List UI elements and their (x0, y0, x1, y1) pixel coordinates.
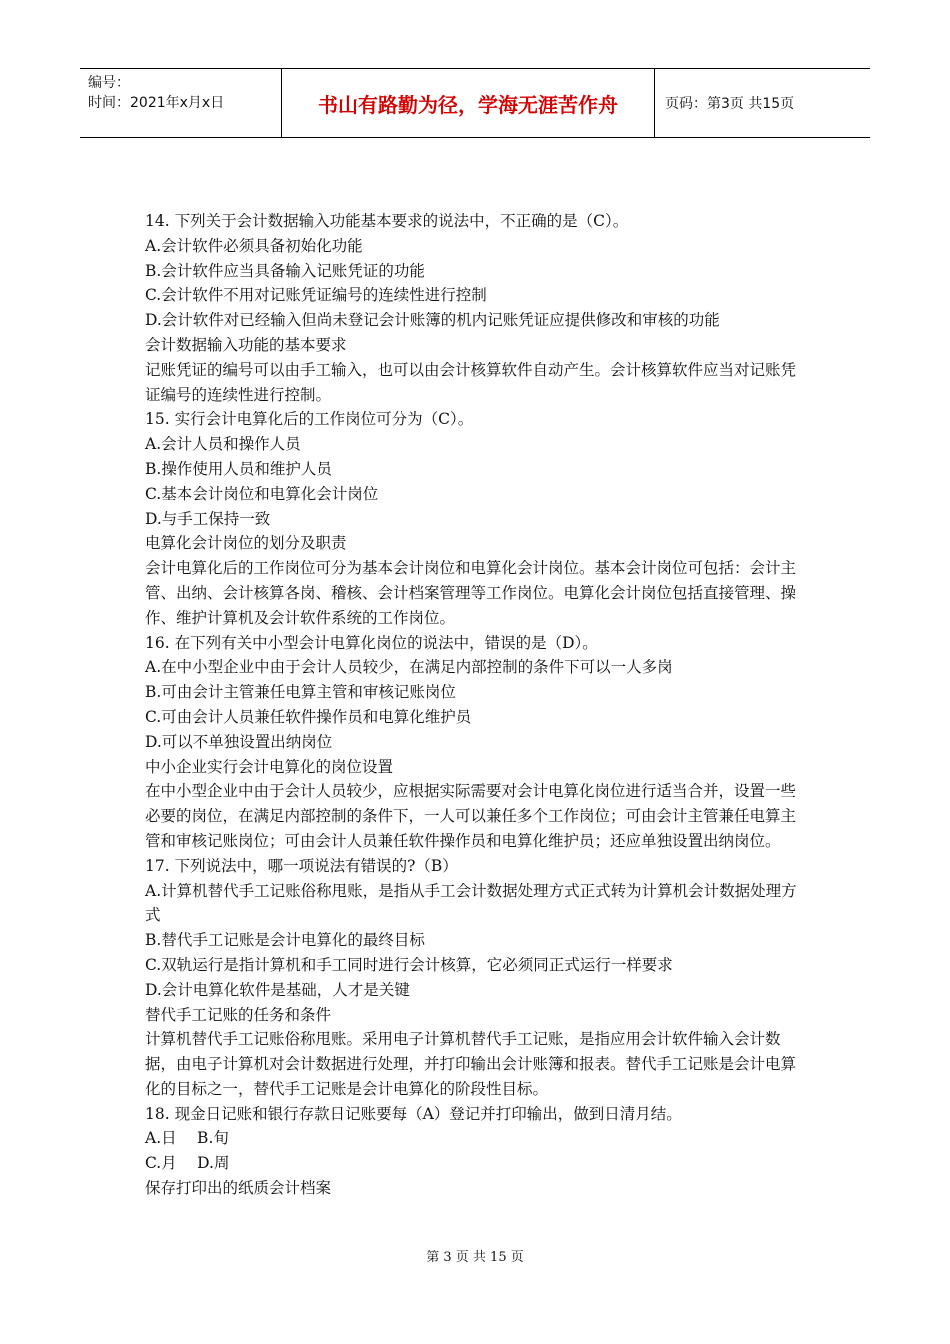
text-line: C.会计软件不用对记账凭证编号的连续性进行控制 (145, 286, 487, 305)
text-line: 会计电算化后的工作岗位可分为基本会计岗位和电算化会计岗位。基本会计岗位可包括：会计主管、出纳、会计核算各岗、稽核、会计档案管理等工作岗位。电算化会计岗位包括直接管理、操作、维护计算机及会计软件系统的工作岗位。 (145, 559, 797, 627)
text-line: D.与手工保持一致 (145, 509, 271, 528)
text-line: A.会计人员和操作人员 (145, 435, 301, 454)
text-line: 中小企业实行会计电算化的岗位设置 (145, 757, 394, 776)
header-motto: 书山有路勤为径，学海无涯苦作舟 (282, 69, 655, 137)
text-line: A.日 B.旬 (145, 1129, 229, 1148)
text-line: C.月 D.周 (145, 1154, 230, 1173)
text-line: 记账凭证的编号可以由手工输入，也可以由会计核算软件自动产生。会计核算软件应当对记账凭证编号的连续性进行控制。 (145, 360, 797, 404)
text-line: 18. 现金日记账和银行存款日记账要每（A）登记并打印输出，做到日清月结。 (145, 1104, 682, 1123)
text-line: 16. 在下列有关中小型会计电算化岗位的说法中，错误的是（D）。 (145, 633, 598, 652)
document-date-label: 时间：2021年x月x日 (88, 95, 225, 111)
text-line: C.可由会计人员兼任软件操作员和电算化维护员 (145, 707, 472, 726)
text-line: 14. 下列关于会计数据输入功能基本要求的说法中，不正确的是（C）。 (145, 212, 629, 230)
text-line: D.会计软件对已经输入但尚未登记会计账簿的机内记账凭证应提供修改和审核的功能 (145, 311, 720, 330)
text-line: B.会计软件应当具备输入记账凭证的功能 (145, 261, 425, 280)
text-line: 17. 下列说法中，哪一项说法有错误的?（B） (145, 856, 458, 875)
header-meta (80, 69, 282, 137)
page-header (80, 68, 870, 138)
document-body (145, 209, 810, 1201)
text-line: 15. 实行会计电算化后的工作岗位可分为（C）。 (145, 410, 474, 429)
text-line: A.在中小型企业中由于会计人员较少，在满足内部控制的条件下可以一人多岗 (145, 658, 673, 677)
page-footer: 第 3 页 共 15 页 (426, 1250, 524, 1265)
text-line: B.操作使用人员和维护人员 (145, 459, 332, 478)
text-line: 会计数据输入功能的基本要求 (145, 335, 347, 354)
text-line: D.可以不单独设置出纳岗位 (145, 732, 333, 751)
text-line: D.会计电算化软件是基础，人才是关键 (145, 980, 410, 999)
text-line: 电算化会计岗位的划分及职责 (145, 534, 347, 553)
text-line: 保存打印出的纸质会计档案 (145, 1179, 332, 1198)
header-page-info: 页码：第3页 共15页 (665, 96, 795, 112)
text-line: C.双轨运行是指计算机和手工同时进行会计核算，它必须同正式运行一样要求 (145, 955, 673, 974)
text-line: 替代手工记账的任务和条件 (145, 1005, 332, 1024)
text-line: 在中小型企业中由于会计人员较少，应根据实际需要对会计电算化岗位进行适当合并，设置一些必要的岗位，在满足内部控制的条件下，一人可以兼任多个工作岗位；可由会计主管兼任电算主管和审核记账岗位；可由会计人员兼任软件操作员和电算化维护员；还应单独设置出纳岗位。 (145, 782, 797, 850)
text-line: B.可由会计主管兼任电算主管和审核记账岗位 (145, 683, 456, 702)
text-line: B.替代手工记账是会计电算化的最终目标 (145, 931, 425, 950)
text-line: 计算机替代手工记账俗称甩账。采用电子计算机替代手工记账，是指应用会计软件输入会计数据，由电子计算机对会计数据进行处理，并打印输出会计账簿和报表。替代手工记账是会计电算化的目标之一，替代手工记账是会计电算化的阶段性目标。 (145, 1030, 797, 1098)
text-line: C.基本会计岗位和电算化会计岗位 (145, 484, 379, 503)
text-line: A.计算机替代手工记账俗称甩账，是指从手工会计数据处理方式正式转为计算机会计数据处理方式 (145, 881, 797, 925)
document-number-label: 编号： (88, 75, 130, 91)
text-line: A.会计软件必须具备初始化功能 (145, 236, 363, 255)
